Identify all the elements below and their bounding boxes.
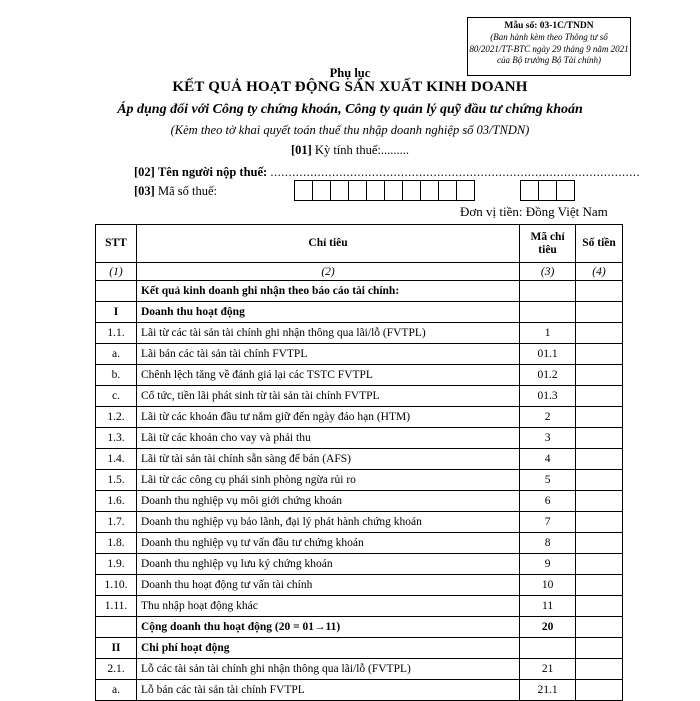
indicator-cell: Doanh thu nghiệp vụ tư vấn đầu tư chứng khoán	[136, 533, 519, 554]
tax-id-digit-box[interactable]	[330, 180, 349, 201]
indicator-cell: Doanh thu hoạt động	[136, 302, 519, 323]
tax-id-digit-boxes[interactable]	[295, 180, 475, 201]
code-cell	[520, 302, 576, 323]
tax-id-branch-box[interactable]	[520, 180, 539, 201]
table-row	[96, 302, 623, 323]
stt-cell: 1.10.	[96, 575, 137, 596]
stt-cell: II	[96, 638, 137, 659]
table-row	[96, 407, 623, 428]
business-results-table	[95, 224, 623, 701]
table-row	[96, 575, 623, 596]
col-header-code: Mã chỉ tiêu	[520, 225, 576, 263]
table-row	[96, 512, 623, 533]
amount-cell[interactable]	[576, 491, 623, 512]
amount-cell[interactable]	[576, 596, 623, 617]
code-cell: 4	[520, 449, 576, 470]
table-row	[96, 659, 623, 680]
amount-cell[interactable]	[576, 512, 623, 533]
col-header-indicator: Chỉ tiêu	[136, 225, 519, 263]
taxpayer-name-row	[134, 165, 640, 180]
tax-id-digit-box[interactable]	[402, 180, 421, 201]
table-header-row	[96, 225, 623, 263]
tax-id-branch-box[interactable]	[538, 180, 557, 201]
code-cell: 7	[520, 512, 576, 533]
tax-id-digit-box[interactable]	[384, 180, 403, 201]
stt-cell	[96, 617, 137, 638]
code-cell: 11	[520, 596, 576, 617]
table-row	[96, 491, 623, 512]
index-cell: (1)	[96, 263, 137, 281]
stt-cell: 1.7.	[96, 512, 137, 533]
indicator-cell: Lỗ bán các tài sản tài chính FVTPL	[136, 680, 519, 701]
table-row	[96, 365, 623, 386]
tax-id-row	[134, 184, 217, 199]
amount-cell[interactable]	[576, 575, 623, 596]
currency-unit: Đơn vị tiền: Đồng Việt Nam	[460, 204, 608, 219]
indicator-cell: Lãi từ các khoản cho vay và phải thu	[136, 428, 519, 449]
code-cell: 5	[520, 470, 576, 491]
code-cell: 1	[520, 323, 576, 344]
amount-cell[interactable]	[576, 638, 623, 659]
amount-cell[interactable]	[576, 281, 623, 302]
code-cell	[520, 638, 576, 659]
table-row	[96, 449, 623, 470]
tax-id-digit-box[interactable]	[420, 180, 439, 201]
tax-period	[0, 143, 700, 158]
indicator-cell: Cộng doanh thu hoạt động (20 = 01→11)	[136, 617, 519, 638]
amount-cell[interactable]	[576, 302, 623, 323]
table-row	[96, 323, 623, 344]
table-row	[96, 680, 623, 701]
amount-cell[interactable]	[576, 407, 623, 428]
stt-cell: a.	[96, 680, 137, 701]
amount-cell[interactable]	[576, 344, 623, 365]
table-row	[96, 638, 623, 659]
table-row	[96, 344, 623, 365]
taxpayer-name-field[interactable]: ......................................................................................................	[270, 165, 641, 179]
tax-id-code: [03]	[134, 184, 155, 198]
code-cell: 8	[520, 533, 576, 554]
col-header-stt: STT	[96, 225, 137, 263]
indicator-cell: Kết quả kinh doanh ghi nhận theo báo cáo tài chính:	[136, 281, 519, 302]
code-cell: 21	[520, 659, 576, 680]
amount-cell[interactable]	[576, 449, 623, 470]
tax-period-label: Kỳ tính thuế:.........	[314, 143, 410, 157]
amount-cell[interactable]	[576, 365, 623, 386]
column-index-row	[96, 263, 623, 281]
indicator-cell: Doanh thu nghiệp vụ lưu ký chứng khoán	[136, 554, 519, 575]
stt-cell	[96, 281, 137, 302]
tax-id-digit-box[interactable]	[348, 180, 367, 201]
indicator-cell: Cổ tức, tiền lãi phát sinh từ tài sản tài chính FVTPL	[136, 386, 519, 407]
table-row	[96, 533, 623, 554]
indicator-cell: Doanh thu nghiệp vụ môi giới chứng khoán	[136, 491, 519, 512]
amount-cell[interactable]	[576, 659, 623, 680]
code-cell: 01.3	[520, 386, 576, 407]
indicator-cell: Doanh thu hoạt động tư vấn tài chính	[136, 575, 519, 596]
tax-id-digit-box[interactable]	[294, 180, 313, 201]
code-cell: 01.1	[520, 344, 576, 365]
amount-cell[interactable]	[576, 554, 623, 575]
indicator-cell: Lỗ các tài sản tài chính ghi nhận thông qua lãi/lỗ (FVTPL)	[136, 659, 519, 680]
stt-cell: 1.9.	[96, 554, 137, 575]
appendix-label: Phụ lục	[329, 66, 371, 80]
table-row	[96, 470, 623, 491]
stt-cell: 1.6.	[96, 491, 137, 512]
taxpayer-label: Tên người nộp thuế:	[157, 165, 268, 179]
stt-cell: 1.2.	[96, 407, 137, 428]
table-row	[96, 386, 623, 407]
code-cell: 9	[520, 554, 576, 575]
code-cell: 2	[520, 407, 576, 428]
scope-line: Áp dụng đối với Công ty chứng khoán, Công ty quản lý quỹ đầu tư chứng khoán	[117, 102, 583, 117]
code-cell: 3	[520, 428, 576, 449]
indicator-cell: Chi phí hoạt động	[136, 638, 519, 659]
tax-id-digit-box[interactable]	[366, 180, 385, 201]
attachment-note: (Kèm theo tờ khai quyết toán thuế thu nhập doanh nghiệp số 03/TNDN)	[170, 123, 530, 137]
indicator-cell: Thu nhập hoạt động khác	[136, 596, 519, 617]
tax-id-label: Mã số thuế:	[157, 184, 217, 198]
table-row	[96, 617, 623, 638]
indicator-cell: Lãi bán các tài sản tài chính FVTPL	[136, 344, 519, 365]
col-header-amount: Số tiền	[576, 225, 623, 263]
taxpayer-code: [02]	[134, 165, 155, 179]
amount-cell[interactable]	[576, 680, 623, 701]
indicator-cell: Doanh thu nghiệp vụ bảo lãnh, đại lý phát hành chứng khoán	[136, 512, 519, 533]
tax-id-branch-box[interactable]	[556, 180, 575, 201]
index-cell: (4)	[576, 263, 623, 281]
amount-cell[interactable]	[576, 323, 623, 344]
code-cell: 20	[520, 617, 576, 638]
tax-period-code: [01]	[290, 143, 312, 157]
table-row	[96, 428, 623, 449]
stt-cell: 1.4.	[96, 449, 137, 470]
indicator-cell: Lãi từ các tài sản tài chính ghi nhận thông qua lãi/lỗ (FVTPL)	[136, 323, 519, 344]
code-cell: 21.1	[520, 680, 576, 701]
tax-id-digit-box[interactable]	[312, 180, 331, 201]
code-cell: 10	[520, 575, 576, 596]
stt-cell: 1.1.	[96, 323, 137, 344]
stt-cell: I	[96, 302, 137, 323]
table-row	[96, 554, 623, 575]
indicator-cell: Chênh lệch tăng về đánh giá lại các TSTC FVTPL	[136, 365, 519, 386]
code-cell: 01.2	[520, 365, 576, 386]
index-cell: (2)	[136, 263, 519, 281]
code-cell: 6	[520, 491, 576, 512]
stt-cell: 1.11.	[96, 596, 137, 617]
table-row	[96, 281, 623, 302]
stt-cell: 1.5.	[96, 470, 137, 491]
amount-cell[interactable]	[576, 617, 623, 638]
index-cell: (3)	[520, 263, 576, 281]
form-issuance-note: (Ban hành kèm theo Thông tư số 80/2021/TT-BTC ngày 29 tháng 9 năm 2021 của Bộ trưởng Bộ Tài chính)	[469, 32, 629, 65]
stt-cell: b.	[96, 365, 137, 386]
stt-cell: 2.1.	[96, 659, 137, 680]
amount-cell[interactable]	[576, 533, 623, 554]
page-title: KẾT QUẢ HOẠT ĐỘNG SẢN XUẤT KINH DOANH	[172, 79, 528, 95]
indicator-cell: Lãi từ tài sản tài chính sẵn sàng để bán (AFS)	[136, 449, 519, 470]
form-code: Mẫu số: 03-1C/TNDN	[504, 21, 594, 31]
indicator-cell: Lãi từ các công cụ phái sinh phòng ngừa rủi ro	[136, 470, 519, 491]
stt-cell: a.	[96, 344, 137, 365]
stt-cell: 1.8.	[96, 533, 137, 554]
amount-cell[interactable]	[576, 470, 623, 491]
amount-cell[interactable]	[576, 386, 623, 407]
tax-id-digit-box[interactable]	[438, 180, 457, 201]
table-row	[96, 596, 623, 617]
tax-id-digit-box[interactable]	[456, 180, 475, 201]
stt-cell: 1.3.	[96, 428, 137, 449]
code-cell	[520, 281, 576, 302]
indicator-cell: Lãi từ các khoản đầu tư nắm giữ đến ngày đáo hạn (HTM)	[136, 407, 519, 428]
stt-cell: c.	[96, 386, 137, 407]
amount-cell[interactable]	[576, 428, 623, 449]
tax-id-branch-boxes[interactable]	[521, 180, 575, 201]
